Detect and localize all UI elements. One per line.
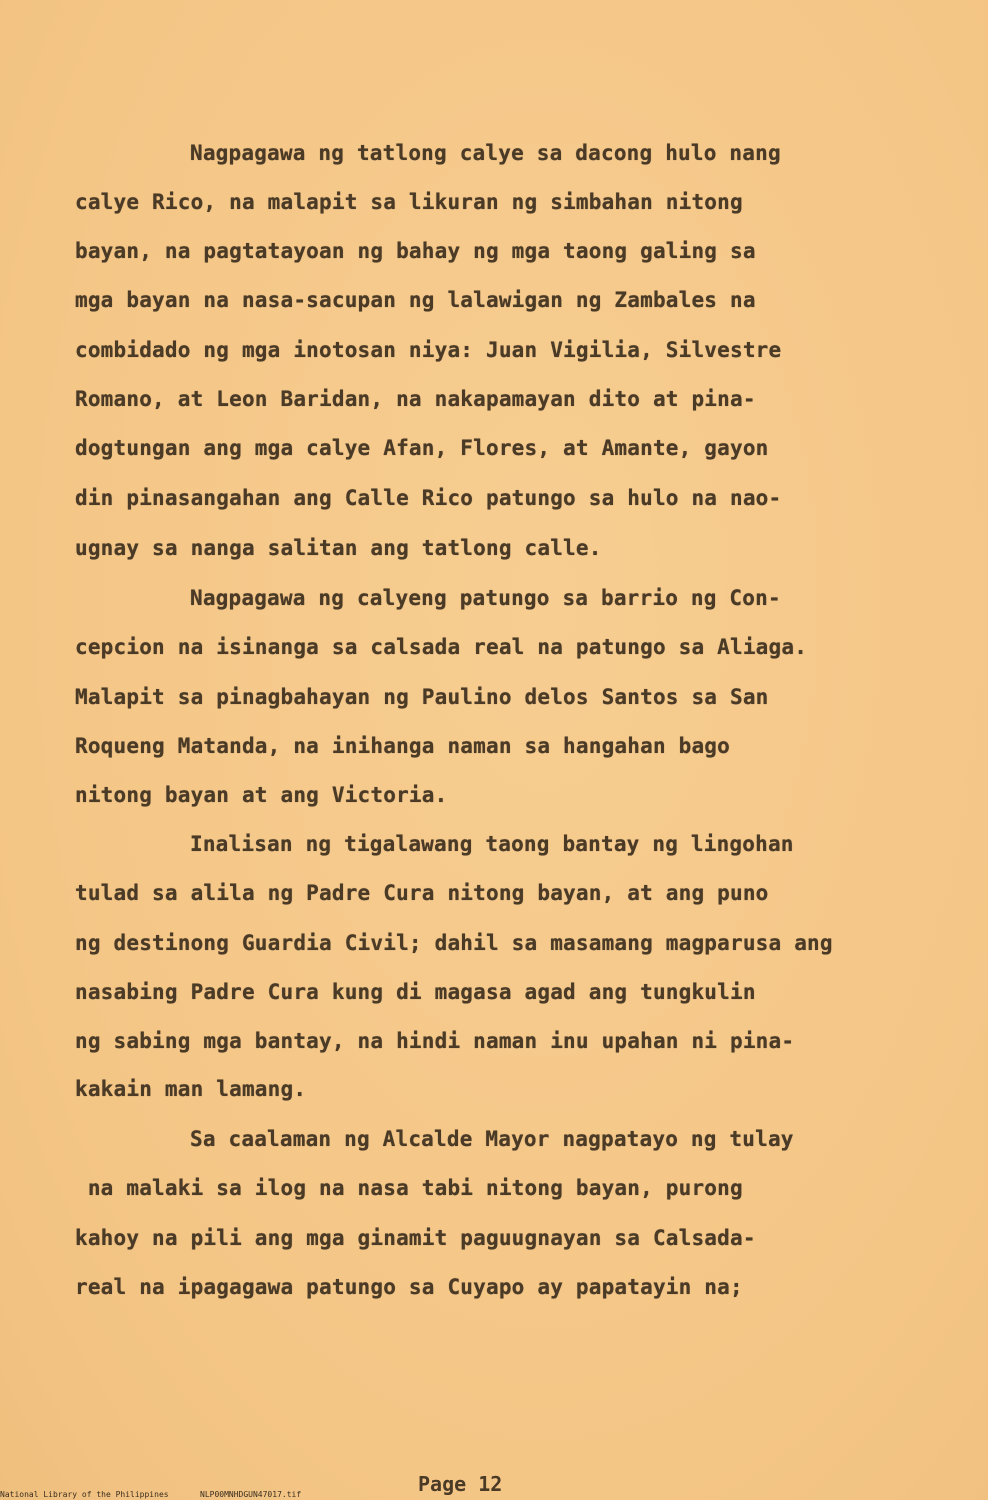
text-line: ng destinong Guardia Civil; dahil sa masamang magparusa ang [75,931,833,955]
text-line: din pinasangahan ang Calle Rico patungo sa hulo na nao- [75,486,782,510]
text-line: Romano, at Leon Baridan, na nakapamayan dito at pina- [75,387,756,411]
text-line: Nagpagawa ng tatlong calye sa dacong hulo nang [190,141,781,165]
text-line: nasabing Padre Cura kung di magasa agad ang tungkulin [75,980,756,1004]
text-line: cepcion na isinanga sa calsada real na patungo sa Aliaga. [75,635,808,659]
page-number: Page 12 [418,1472,503,1496]
text-line: kahoy na pili ang mga ginamit paguugnayan sa Calsada- [75,1226,756,1250]
text-line: Inalisan ng tigalawang taong bantay ng lingohan [190,832,794,856]
text-line: Malapit sa pinagbahayan ng Paulino delos Santos sa San [75,685,769,709]
text-line: kakain man lamang. [75,1077,307,1101]
text-line: ng sabing mga bantay, na hindi naman inu upahan ni pina- [75,1029,795,1053]
text-line: Sa caalaman ng Alcalde Mayor nagpatayo ng tulay [190,1127,794,1151]
text-line: calye Rico, na malapit sa likuran ng simbahan nitong [75,190,743,214]
text-line: real na ipagagawa patungo sa Cuyapo ay papatayin na; [75,1275,743,1299]
footer-library-name: National Library of the Philippines [0,1490,169,1499]
footer-file-name: NLP00MNHDGUN47017.tif [200,1490,302,1499]
text-line: tulad sa alila ng Padre Cura nitong bayan, at ang puno [75,881,769,905]
text-line: combidado ng mga inotosan niya: Juan Vigilia, Silvestre [75,338,782,362]
text-line: na malaki sa ilog na nasa tabi nitong bayan, purong [75,1176,743,1200]
text-line: dogtungan ang mga calye Afan, Flores, at Amante, gayon [75,436,769,460]
text-line: mga bayan na nasa-sacupan ng lalawigan ng Zambales na [75,288,756,312]
text-line: nitong bayan at ang Victoria. [75,783,448,807]
text-line: bayan, na pagtatayoan ng bahay ng mga taong galing sa [75,239,756,263]
text-line: ugnay sa nanga salitan ang tatlong calle. [75,536,602,560]
text-line: Roqueng Matanda, na inihanga naman sa hangahan bago [75,734,730,758]
text-line: Nagpagawa ng calyeng patungo sa barrio ng Con- [190,586,781,610]
